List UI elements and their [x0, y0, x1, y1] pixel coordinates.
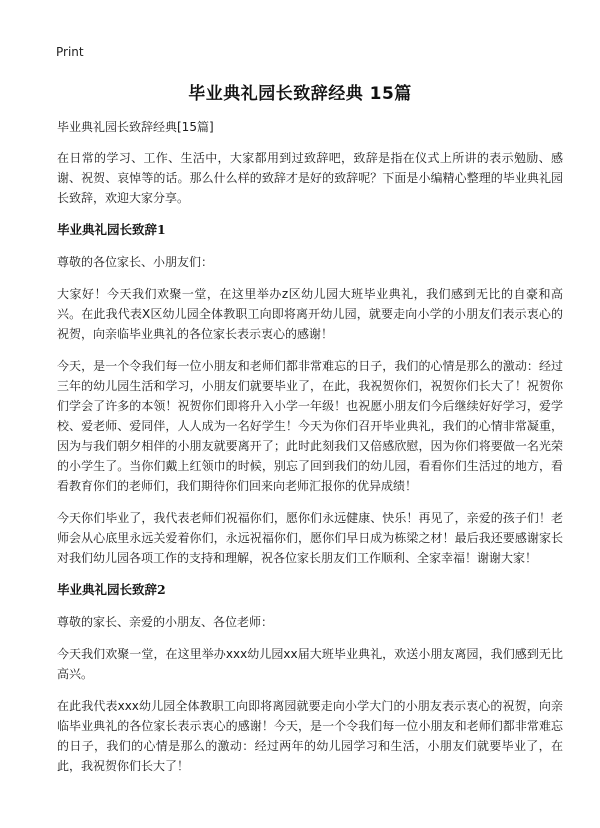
- section-heading-1: 毕业典礼园长致辞1: [57, 222, 166, 237]
- intro-paragraph: 在日常的学习、工作、生活中，大家都用到过致辞吧，致辞是指在仪式上所讲的表示勉励、感谢、祝贺、哀悼等的话。那么什么样的致辞才是好的致辞呢？下面是小编精心整理的毕业典礼园长致辞，欢迎大家分享。: [57, 151, 563, 205]
- subtitle: 毕业典礼园长致辞经典[15篇]: [57, 120, 214, 134]
- article-body: [57, 117, 563, 788]
- section-1-paragraph: 今天你们毕业了，我代表老师们祝福你们，愿你们永远健康、快乐！再见了，亲爱的孩子们！老师会从心底里永远关爱着你们，永远祝福你们，愿你们早日成为栋梁之材！最后我还要感谢家长对我们幼儿园各项工作的支持和理解，祝各位家长朋友们工作顺利、全家幸福！谢谢大家！: [57, 511, 563, 565]
- section-2-paragraph: 今天我们欢聚一堂，在这里举办xxx幼儿园xx届大班毕业典礼，欢送小朋友离园，我们感到无比高兴。: [57, 647, 563, 681]
- section-heading-2: 毕业典礼园长致辞2: [57, 582, 166, 597]
- page-title: 毕业典礼园长致辞经典 15篇: [188, 84, 412, 104]
- section-2-paragraph: 在此我代表xxx幼儿园全体教职工向即将离园就要走向小学大门的小朋友表示衷心的祝贺，向亲临毕业典礼的各位家长表示衷心的感谢！今天，是一个令我们每一位小朋友和老师们都非常难忘的日子，我们的心情是那么的激动：经过两年的幼儿园学习和生活，小朋友们就要毕业了，在此，我祝贺你们长大了！: [57, 699, 563, 773]
- section-1-paragraph: 今天，是一个令我们每一位小朋友和老师们都非常难忘的日子，我们的心情是那么的激动：经过三年的幼儿园生活和学习，小朋友们就要毕业了，在此，我祝贺你们，祝贺你们长大了！祝贺你们学会了许多的本领！祝贺你们即将升入小学一年级！也祝愿小朋友们今后继续好好学习，爱学校、爱老师、爱同伴，人人成为一名好学生！今天为你们召开毕业典礼，我们的心情非常凝重，因为与我们朝夕相伴的小朋友就要离开了；此时此刻我们又倍感欣慰，因为你们将要做一名光荣的小学生了。当你们戴上红领巾的时候，别忘了回到我们的幼儿园，看看你们生活过的地方，看看教育你们的老师们，我们期待你们回来向老师汇报你的优异成绩！: [57, 359, 563, 493]
- section-1-paragraph: 大家好！今天我们欢聚一堂，在这里举办z区幼儿园大班毕业典礼，我们感到无比的自豪和高兴。在此我代表X区幼儿园全体教职工向即将离开幼儿园，就要走向小学的小朋友们表示衷心的祝贺，向亲临毕业典礼的各位家长表示衷心的感谢！: [57, 287, 563, 341]
- section-2-paragraph: 尊敬的家长、亲爱的小朋友、各位老师：: [57, 615, 274, 629]
- section-1-paragraph: 尊敬的各位家长、小朋友们：: [57, 255, 214, 269]
- print-label[interactable]: Print: [56, 45, 84, 59]
